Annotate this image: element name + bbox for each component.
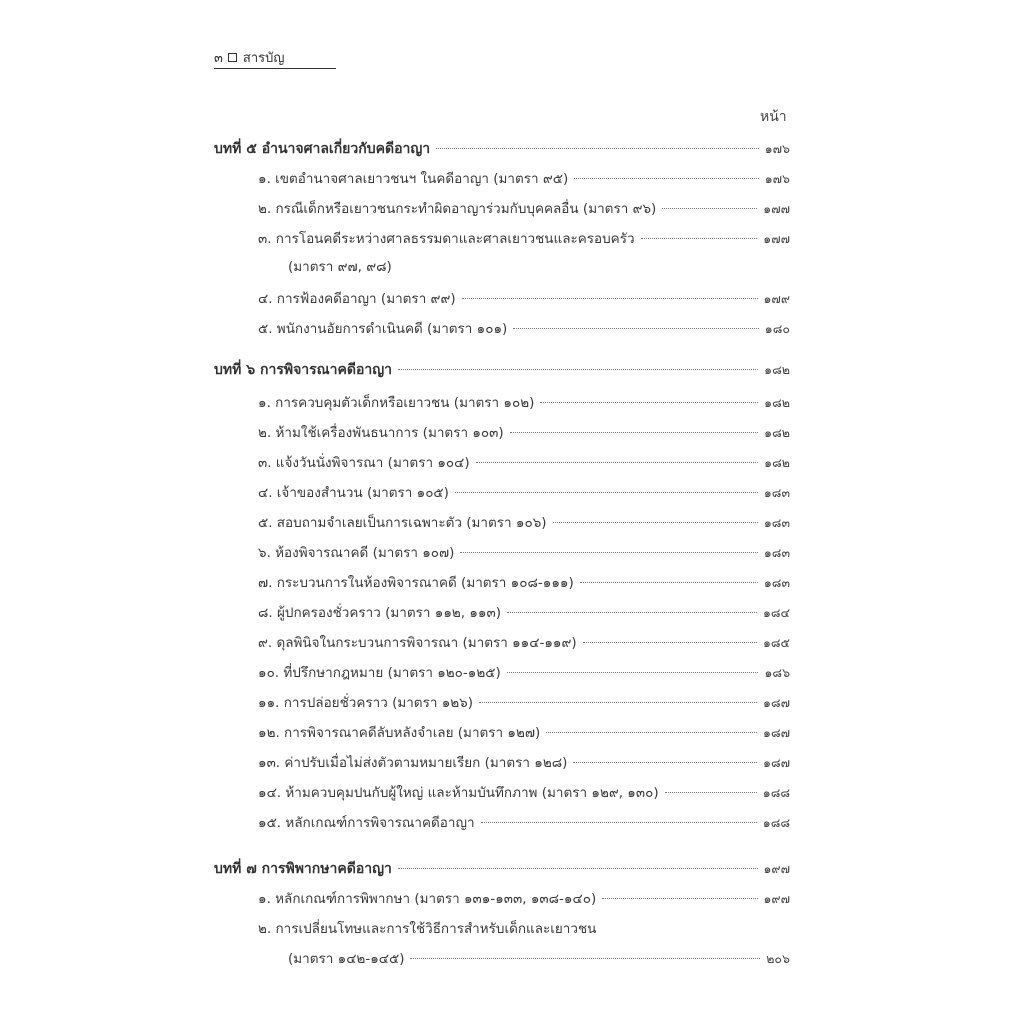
entry-page-number: ๑๘๒ [764,395,790,410]
entry-title: ๑. การควบคุมตัวเด็กหรือเยาวชน (มาตรา ๑๐๒) [258,395,535,411]
toc-entry [258,167,790,191]
dot-leader [510,432,759,433]
entry-title: ๒. กรณีเด็กหรือเยาวชนกระทำผิดอาญาร่วมกับบุคคลอื่น (มาตรา ๙๖) [258,201,657,217]
entry-page-number: ๑๘๒ [764,362,790,377]
entry-title: ๑๕. หลักเกณฑ์การพิจารณาคดีอาญา [258,815,475,831]
entry-title: ๑๔. ห้ามควบคุมปนกับผู้ใหญ่ และห้ามบันทึกภาพ (มาตรา ๑๒๙, ๑๓๐) [258,785,659,801]
toc-entry [258,287,790,311]
toc-entry [258,571,790,595]
dot-leader [507,672,759,673]
toc-entry [288,255,790,279]
entry-page-number: ๑๗๖ [764,141,790,156]
entry-page-number: ๑๗๖ [764,171,790,186]
dot-leader [479,702,757,703]
entry-title: ๓. การโอนคดีระหว่างศาลธรรมดาและศาลเยาวชนและครอบครัว [258,231,635,247]
entry-page-number: ๑๘๒ [764,425,790,440]
dot-leader [476,462,759,463]
page-column-label: หน้า [760,109,787,125]
toc-entry [258,511,790,535]
dot-leader [410,958,760,959]
toc-entry [258,781,790,805]
entry-page-number: ๑๗๙ [763,291,790,306]
entry-page-number: ๑๘๔ [762,605,790,620]
toc-entry [258,451,790,475]
toc-entry [258,751,790,775]
entry-page-number: ๑๙๗ [763,861,790,876]
entry-title: ๕. พนักงานอัยการดำเนินคดี (มาตรา ๑๐๑) [258,321,508,337]
entry-title: ๑๒. การพิจารณาคดีลับหลังจำเลย (มาตรา ๑๒๗) [258,725,541,741]
toc-entry [258,421,790,445]
entry-title: บทที่ ๕ อำนาจศาลเกี่ยวกับคดีอาญา [214,141,431,157]
dot-leader [398,369,758,370]
toc-entry [258,721,790,745]
entry-title: ๑. เขตอำนาจศาลเยาวชนฯ ในคดีอาญา (มาตรา ๙๕) [258,171,569,187]
toc-entry [258,887,790,911]
toc-entry [258,481,790,505]
entry-title: ๑. หลักเกณฑ์การพิพากษา (มาตรา ๑๓๑-๑๓๓, ๑๓๘-๑๔๐) [258,891,597,907]
dot-leader [436,148,759,149]
toc-entry [258,601,790,625]
entry-page-number: ๑๘๘ [762,815,790,830]
header-page-number: ๓ [214,50,223,66]
entry-page-number: ๑๘๒ [764,455,790,470]
dot-leader [665,792,757,793]
entry-title: ๒. ห้ามใช้เครื่องพันธนาการ (มาตรา ๑๐๓) [258,425,504,441]
entry-page-number: ๑๘๐ [764,321,790,336]
entry-title: บทที่ ๖ การพิจารณาคดีอาญา [214,362,393,378]
dot-leader [580,582,758,583]
entry-title: ๓. แจ้งวันนั่งพิจารณา (มาตรา ๑๐๔) [258,455,470,471]
entry-title: บทที่ ๗ การพิพากษาคดีอาญา [214,861,392,877]
toc-entry [258,691,790,715]
chapter-entry [214,137,790,161]
dot-leader [573,762,757,763]
entry-page-number: ๑๘๗ [763,695,790,710]
toc-entry [258,661,790,685]
dot-leader [583,642,757,643]
entry-title: ๗. กระบวนการในห้องพิจารณาคดี (มาตรา ๑๐๘-๑๑๑) [258,575,574,591]
toc-entry [258,631,790,655]
entry-page-number: ๑๘๓ [763,515,790,530]
square-bullet-icon [228,53,237,62]
entry-page-number: ๑๘๗ [763,725,790,740]
entry-page-number: ๑๘๓ [763,485,790,500]
entry-page-number: ๑๗๗ [763,201,790,216]
entry-title: (มาตรา ๑๔๒-๑๔๕) [288,951,405,967]
toc-entry [258,811,790,835]
entry-page-number: ๑๘๓ [763,575,790,590]
dot-leader [546,732,757,733]
dot-leader [662,208,757,209]
entry-title: ๖. ห้องพิจารณาคดี (มาตรา ๑๐๗) [258,545,455,561]
entry-title: ๑๓. ค่าปรับเมื่อไม่ส่งตัวตามหมายเรียก (มาตรา ๑๒๘) [258,755,568,771]
header-title: สารบัญ [242,50,285,66]
dot-leader [460,552,757,553]
entry-page-number: ๑๙๗ [763,891,790,906]
entry-title: (มาตรา ๙๗, ๙๘) [288,259,392,275]
entry-page-number: ๑๗๗ [763,231,790,246]
toc-entry [258,197,790,221]
entry-page-number: ๑๘๖ [764,665,790,680]
dot-leader [553,522,758,523]
dot-leader [641,238,758,239]
dot-leader [574,178,758,179]
entry-title: ๑๐. ที่ปรึกษากฎหมาย (มาตรา ๑๒๐-๑๒๕) [258,665,501,681]
entry-page-number: ๑๘๓ [763,545,790,560]
chapter-entry [214,857,790,881]
entry-title: ๒. การเปลี่ยนโทษและการใช้วิธีการสำหรับเด็กและเยาวชน [258,921,597,937]
toc-entry [258,317,790,341]
dot-leader [455,492,758,493]
entry-page-number: ๑๘๕ [762,635,790,650]
chapter-entry [214,358,790,382]
toc-entry [258,391,790,415]
toc-entry [258,917,790,941]
entry-title: ๔. การฟ้องคดีอาญา (มาตรา ๙๙) [258,291,456,307]
dot-leader [513,328,758,329]
dot-leader [602,898,757,899]
entry-page-number: ๑๘๘ [762,785,790,800]
toc-entry [258,227,790,251]
running-header [214,46,336,69]
entry-title: ๕. สอบถามจำเลยเป็นการเฉพาะตัว (มาตรา ๑๐๖) [258,515,547,531]
toc-entry [288,947,790,971]
dot-leader [462,298,758,299]
entry-page-number: ๒๐๖ [766,951,790,966]
toc-entry [258,541,790,565]
entry-page-number: ๑๘๗ [763,755,790,770]
dot-leader [398,868,758,869]
entry-title: ๔. เจ้าของสำนวน (มาตรา ๑๐๕) [258,485,449,501]
dot-leader [540,402,758,403]
entry-title: ๘. ผู้ปกครองชั่วคราว (มาตรา ๑๑๒, ๑๑๓) [258,605,501,621]
dot-leader [481,822,757,823]
dot-leader [507,612,757,613]
entry-title: ๙. ดุลพินิจในกระบวนการพิจารณา (มาตรา ๑๑๔-๑๑๙) [258,635,577,651]
entry-title: ๑๑. การปล่อยชั่วคราว (มาตรา ๑๒๖) [258,695,474,711]
